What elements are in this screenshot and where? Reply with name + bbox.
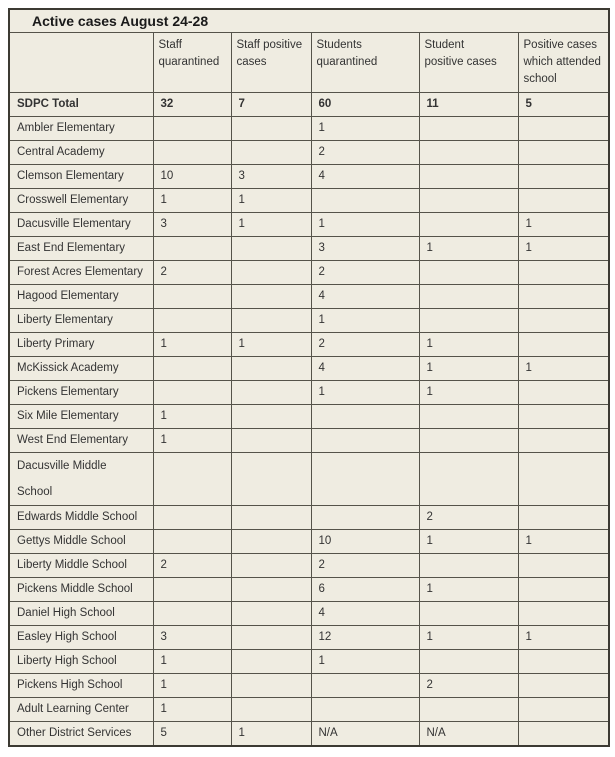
value-cell bbox=[419, 650, 518, 674]
value-cell bbox=[518, 141, 609, 165]
value-cell bbox=[518, 189, 609, 213]
value-cell bbox=[419, 698, 518, 722]
table-row bbox=[9, 650, 609, 674]
school-name: Pickens High School bbox=[17, 679, 123, 691]
school-name: Liberty Elementary bbox=[17, 314, 113, 326]
value-cell: 1 bbox=[311, 213, 419, 237]
school-name-cell bbox=[9, 698, 153, 722]
value-cell bbox=[518, 722, 609, 747]
value-cell bbox=[231, 554, 311, 578]
value-cell: 1 bbox=[419, 578, 518, 602]
school-name-cell bbox=[9, 722, 153, 747]
value-cell: 3 bbox=[153, 213, 231, 237]
value-cell: 32 bbox=[153, 93, 231, 117]
school-name: Adult Learning Center bbox=[17, 703, 129, 715]
value-cell: 1 bbox=[419, 237, 518, 261]
value-cell: 1 bbox=[311, 650, 419, 674]
value-cell bbox=[419, 189, 518, 213]
school-name-cell bbox=[9, 626, 153, 650]
value-cell bbox=[231, 237, 311, 261]
value-cell: 1 bbox=[518, 626, 609, 650]
value-cell: 1 bbox=[518, 237, 609, 261]
value-cell bbox=[419, 141, 518, 165]
value-cell bbox=[518, 261, 609, 285]
school-name: Six Mile Elementary bbox=[17, 410, 119, 422]
school-name: Pickens Elementary bbox=[17, 386, 119, 398]
column-header-label: Student positive cases bbox=[424, 39, 497, 68]
school-name: West End Elementary bbox=[17, 434, 129, 446]
school-name: Central Academy bbox=[17, 146, 105, 158]
value-cell: 1 bbox=[419, 357, 518, 381]
table-row bbox=[9, 602, 609, 626]
value-cell bbox=[231, 357, 311, 381]
value-cell bbox=[231, 602, 311, 626]
value-cell bbox=[419, 554, 518, 578]
value-cell bbox=[153, 578, 231, 602]
table-row bbox=[9, 381, 609, 405]
school-name: Edwards Middle School bbox=[17, 511, 138, 523]
value-cell: 1 bbox=[231, 722, 311, 747]
school-name-cell bbox=[9, 674, 153, 698]
table-row bbox=[9, 429, 609, 453]
table-title: Active cases August 24-28 bbox=[9, 9, 609, 33]
value-cell bbox=[311, 453, 419, 506]
value-cell: 4 bbox=[311, 165, 419, 189]
table-row bbox=[9, 165, 609, 189]
school-name: Other District Services bbox=[17, 727, 132, 739]
school-name-cell bbox=[9, 213, 153, 237]
value-cell: 2 bbox=[153, 261, 231, 285]
value-cell: 1 bbox=[518, 213, 609, 237]
school-name: Liberty Primary bbox=[17, 338, 95, 350]
school-name: McKissick Academy bbox=[17, 362, 119, 374]
value-cell bbox=[419, 453, 518, 506]
value-cell: 1 bbox=[419, 626, 518, 650]
school-column-header bbox=[9, 33, 153, 93]
value-cell bbox=[419, 117, 518, 141]
value-cell: 1 bbox=[231, 333, 311, 357]
value-cell bbox=[153, 357, 231, 381]
column-header bbox=[518, 33, 609, 93]
value-cell bbox=[518, 165, 609, 189]
value-cell: 4 bbox=[311, 285, 419, 309]
school-name: Gettys Middle School bbox=[17, 535, 126, 547]
value-cell: 4 bbox=[311, 357, 419, 381]
value-cell: 2 bbox=[311, 554, 419, 578]
value-cell bbox=[153, 381, 231, 405]
value-cell bbox=[153, 237, 231, 261]
value-cell bbox=[518, 506, 609, 530]
school-name-cell bbox=[9, 453, 153, 506]
table-row bbox=[9, 213, 609, 237]
school-name-cell bbox=[9, 381, 153, 405]
value-cell: 12 bbox=[311, 626, 419, 650]
school-name-cell bbox=[9, 650, 153, 674]
table-row bbox=[9, 722, 609, 747]
school-name-cell bbox=[9, 93, 153, 117]
value-cell bbox=[419, 309, 518, 333]
school-name-cell bbox=[9, 237, 153, 261]
school-name-cell bbox=[9, 602, 153, 626]
value-cell: 1 bbox=[153, 333, 231, 357]
value-cell: 2 bbox=[153, 554, 231, 578]
value-cell: 10 bbox=[311, 530, 419, 554]
table-body bbox=[9, 93, 609, 747]
value-cell: 1 bbox=[153, 674, 231, 698]
school-name: SDPC Total bbox=[17, 98, 79, 110]
value-cell bbox=[231, 261, 311, 285]
table-row bbox=[9, 93, 609, 117]
table-row bbox=[9, 333, 609, 357]
value-cell: 2 bbox=[311, 261, 419, 285]
value-cell bbox=[518, 309, 609, 333]
value-cell bbox=[419, 285, 518, 309]
value-cell bbox=[231, 117, 311, 141]
column-header bbox=[153, 33, 231, 93]
value-cell: 2 bbox=[419, 674, 518, 698]
table-row bbox=[9, 141, 609, 165]
table-row bbox=[9, 530, 609, 554]
value-cell bbox=[231, 626, 311, 650]
value-cell: 4 bbox=[311, 602, 419, 626]
school-name-cell bbox=[9, 117, 153, 141]
school-name-cell bbox=[9, 554, 153, 578]
value-cell: 1 bbox=[311, 117, 419, 141]
school-name-cell bbox=[9, 357, 153, 381]
school-name-cell bbox=[9, 429, 153, 453]
value-cell bbox=[518, 381, 609, 405]
value-cell bbox=[518, 285, 609, 309]
value-cell bbox=[311, 429, 419, 453]
value-cell bbox=[231, 381, 311, 405]
value-cell bbox=[231, 698, 311, 722]
value-cell: 2 bbox=[419, 506, 518, 530]
school-name-cell bbox=[9, 285, 153, 309]
column-header bbox=[231, 33, 311, 93]
school-name-cell bbox=[9, 261, 153, 285]
value-cell: 1 bbox=[231, 213, 311, 237]
value-cell: 10 bbox=[153, 165, 231, 189]
value-cell bbox=[231, 309, 311, 333]
column-header-label: Staff quarantined bbox=[158, 39, 220, 68]
value-cell bbox=[419, 405, 518, 429]
school-name: Liberty Middle School bbox=[17, 559, 127, 571]
value-cell bbox=[153, 506, 231, 530]
value-cell: 6 bbox=[311, 578, 419, 602]
value-cell: 1 bbox=[153, 650, 231, 674]
value-cell: 1 bbox=[518, 357, 609, 381]
table-row bbox=[9, 698, 609, 722]
value-cell bbox=[311, 674, 419, 698]
value-cell: 3 bbox=[153, 626, 231, 650]
value-cell bbox=[231, 429, 311, 453]
value-cell bbox=[153, 117, 231, 141]
value-cell bbox=[311, 405, 419, 429]
value-cell: 3 bbox=[231, 165, 311, 189]
table-row bbox=[9, 626, 609, 650]
value-cell: 1 bbox=[153, 405, 231, 429]
school-name: Ambler Elementary bbox=[17, 122, 115, 134]
value-cell bbox=[419, 165, 518, 189]
table-row bbox=[9, 453, 609, 506]
school-name-cell bbox=[9, 165, 153, 189]
value-cell bbox=[231, 530, 311, 554]
value-cell: 1 bbox=[311, 309, 419, 333]
school-name-cell bbox=[9, 578, 153, 602]
document-sheet bbox=[8, 8, 610, 747]
value-cell bbox=[231, 405, 311, 429]
value-cell bbox=[518, 602, 609, 626]
value-cell bbox=[311, 698, 419, 722]
school-name: Liberty High School bbox=[17, 655, 117, 667]
value-cell bbox=[419, 429, 518, 453]
value-cell: 1 bbox=[153, 698, 231, 722]
school-name: Daniel High School bbox=[17, 607, 115, 619]
table-row bbox=[9, 285, 609, 309]
value-cell: 2 bbox=[311, 333, 419, 357]
school-name: Dacusville Middle School bbox=[17, 460, 107, 498]
table-row bbox=[9, 405, 609, 429]
table-row bbox=[9, 554, 609, 578]
table-row bbox=[9, 237, 609, 261]
value-cell bbox=[518, 578, 609, 602]
value-cell bbox=[153, 602, 231, 626]
school-name-cell bbox=[9, 506, 153, 530]
value-cell bbox=[153, 309, 231, 333]
table-row bbox=[9, 357, 609, 381]
value-cell bbox=[153, 530, 231, 554]
value-cell: 1 bbox=[419, 530, 518, 554]
school-name: Pickens Middle School bbox=[17, 583, 133, 595]
table-row bbox=[9, 189, 609, 213]
value-cell bbox=[231, 141, 311, 165]
value-cell bbox=[518, 650, 609, 674]
column-header-label: Students quarantined bbox=[316, 39, 378, 68]
value-cell: 1 bbox=[518, 530, 609, 554]
value-cell: 60 bbox=[311, 93, 419, 117]
value-cell: 1 bbox=[153, 429, 231, 453]
value-cell: 7 bbox=[231, 93, 311, 117]
table-row bbox=[9, 674, 609, 698]
table-row bbox=[9, 578, 609, 602]
value-cell bbox=[311, 189, 419, 213]
value-cell: 1 bbox=[311, 381, 419, 405]
table-row bbox=[9, 506, 609, 530]
value-cell: 1 bbox=[419, 333, 518, 357]
column-header bbox=[311, 33, 419, 93]
value-cell bbox=[153, 285, 231, 309]
value-cell bbox=[153, 453, 231, 506]
value-cell: 5 bbox=[518, 93, 609, 117]
value-cell: 11 bbox=[419, 93, 518, 117]
value-cell: 2 bbox=[311, 141, 419, 165]
school-name: Clemson Elementary bbox=[17, 170, 124, 182]
active-cases-table bbox=[8, 8, 610, 747]
value-cell bbox=[518, 117, 609, 141]
value-cell: 1 bbox=[153, 189, 231, 213]
school-name-cell bbox=[9, 530, 153, 554]
value-cell bbox=[153, 141, 231, 165]
value-cell bbox=[419, 602, 518, 626]
value-cell bbox=[311, 506, 419, 530]
value-cell bbox=[518, 453, 609, 506]
school-name-cell bbox=[9, 333, 153, 357]
value-cell: N/A bbox=[311, 722, 419, 747]
table-row bbox=[9, 117, 609, 141]
school-name: Easley High School bbox=[17, 631, 117, 643]
value-cell: 5 bbox=[153, 722, 231, 747]
table-row bbox=[9, 261, 609, 285]
value-cell bbox=[231, 453, 311, 506]
school-name-cell bbox=[9, 405, 153, 429]
value-cell bbox=[231, 650, 311, 674]
value-cell: 1 bbox=[231, 189, 311, 213]
school-name: East End Elementary bbox=[17, 242, 126, 254]
value-cell bbox=[231, 285, 311, 309]
column-header-row bbox=[9, 33, 609, 93]
school-name: Crosswell Elementary bbox=[17, 194, 129, 206]
value-cell bbox=[518, 405, 609, 429]
value-cell bbox=[518, 429, 609, 453]
school-name-cell bbox=[9, 141, 153, 165]
title-row bbox=[9, 9, 609, 33]
value-cell bbox=[518, 554, 609, 578]
school-name-cell bbox=[9, 309, 153, 333]
value-cell bbox=[231, 506, 311, 530]
value-cell bbox=[419, 213, 518, 237]
school-name: Hagood Elementary bbox=[17, 290, 119, 302]
school-name: Forest Acres Elementary bbox=[17, 266, 143, 278]
value-cell: 1 bbox=[419, 381, 518, 405]
value-cell: N/A bbox=[419, 722, 518, 747]
value-cell bbox=[231, 578, 311, 602]
school-name-cell bbox=[9, 189, 153, 213]
table-row bbox=[9, 309, 609, 333]
value-cell bbox=[419, 261, 518, 285]
column-header-label: Positive cases which attended school bbox=[523, 39, 601, 85]
value-cell bbox=[518, 698, 609, 722]
column-header-label: Staff positive cases bbox=[236, 39, 303, 68]
value-cell bbox=[518, 674, 609, 698]
value-cell bbox=[518, 333, 609, 357]
value-cell bbox=[231, 674, 311, 698]
value-cell: 3 bbox=[311, 237, 419, 261]
column-header bbox=[419, 33, 518, 93]
school-name: Dacusville Elementary bbox=[17, 218, 131, 230]
